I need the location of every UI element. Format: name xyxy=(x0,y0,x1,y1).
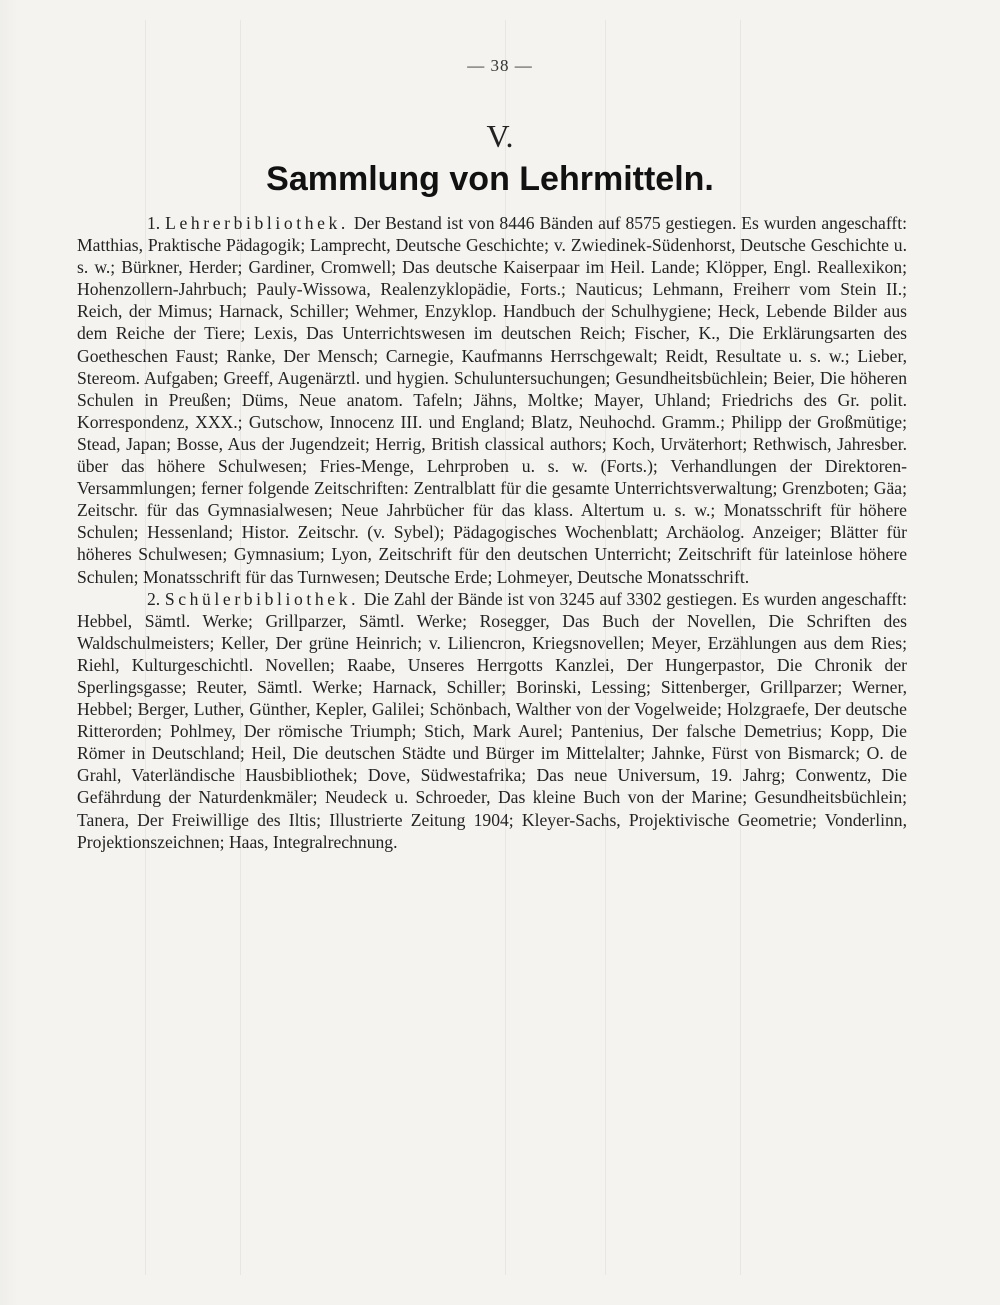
body-text xyxy=(77,212,907,853)
paragraph-heading: Lehrerbibliothek. xyxy=(165,213,349,233)
section-title: Sammlung von Lehrmitteln. xyxy=(266,160,714,198)
paragraph-lehrerbibliothek xyxy=(77,212,907,588)
paragraph-number: 2. xyxy=(147,588,161,609)
paragraph-schuelerbibliothek xyxy=(77,588,907,853)
paragraph-heading: Schülerbibliothek. xyxy=(164,588,360,609)
page-number: — 38 — xyxy=(467,56,533,75)
section-numeral: V. xyxy=(486,118,514,154)
paragraph-text: Die Zahl der Bände ist von 3245 auf 3302 gestiegen. Es wurden angeschafft: Hebbel, Sämtl. Werke; Grillparzer, Sämtl. Werke; Rosegger, Das Buch der Novellen, Die Schriften des Waldschulmeisters; Keller, Der grüne Heinrich; v. Liliencron, Kriegsnovellen; Meyer, Erzählungen aus dem Ries; Riehl, Kulturgeschichtl. Novellen; Raabe, Unseres Herrgotts Kanzlei, Der Hungerpastor, Die Chronik der Sperlingsgasse; Reuter, Sämtl. Werke; Harnack, Schiller; Borinski, Lessing; Sittenberger, Grillparzer; Werner, Hebbel; Berger, Luther, Günther, Kepler, Galilei; Schönbach, Walther von der Vogelweide; Holzgraefe, Der deutsche Ritterorden; Pohlmey, Der römische Triumph; Stich, Mark Aurel; Pantenius, Der falsche Demetrius; Kopp, Die Römer in Deutschland; Heil, Die deutschen Städte und Bürger im Mittelalter; Jahnke, Fürst von Bismarck; O. de Grahl, Vaterländische Hausbibliothek; Dove, Südwestafrika; Das neue Universum, 19. Jahrg; Conwentz, Die Gefährdung der Naturdenkmäler; Neudeck u. Schroeder, Das kleine Buch von der Marine; Gesundheitsbüchlein; Tanera, Der Freiwillige des Iltis; Illustrierte Zeitung 1904; Kleyer-Sachs, Projektivische Geometrie; Vonderlinn, Projektionszeichnen; Haas, Integralrechnung. xyxy=(77,588,907,852)
paragraph-text: Der Bestand ist von 8446 Bänden auf 8575 gestiegen. Es wurden angeschafft: Matthias, Praktische Pädagogik; Lamprecht, Deutsche Geschichte; v. Zwiedinek-Südenhorst, Deutsche Geschichte u. s. w.; Bürkner, Herder; Gardiner, Cromwell; Das deutsche Kaiserpaar im Heil. Lande; Klöpper, Engl. Reallexikon; Hohenzollern-Jahrbuch; Pauly-Wissowa, Realenzyklopädie, Forts.; Nauticus; Lehmann, Freiherr vom Stein II.; Reich, der Mimus; Harnack, Schiller; Wehmer, Enzyklop. Handbuch der Schulhygiene; Heck, Lebende Bilder aus dem Reiche der Tiere; Lexis, Das Unterrichtswesen im deutschen Reich; Fischer, K., Die Erklärungsarten des Goetheschen Faust; Ranke, Der Mensch; Carnegie, Kaufmanns Herrschgewalt; Reidt, Resultate u. s. w.; Lieber, Stereom. Aufgaben; Greeff, Augenärztl. und hygien. Schuluntersuchungen; Gesundheitsbüchlein; Beier, Die höheren Schulen in Preußen; Düms, Neue anatom. Tafeln; Jähns, Moltke; Mayer, Uhland; Friedrichs des Gr. polit. Korrespondenz, XXX.; Gutschow, Innocenz III. und England; Blatz, Neuhochd. Gramm.; Philipp der Großmütige; Stead, Japan; Bosse, Aus der Jugendzeit; Herrig, British classical authors; Koch, Urväterhort; Rethwisch, Jahresber. über das höhere Schulwesen; Fries-Menge, Lehrproben u. s. w. (Forts.); Verhandlungen der Direktoren-Versammlungen; ferner folgende Zeitschriften: Zentralblatt für die gesamte Unterrichtsverwaltung; Grenzboten; Gäa; Zeitschr. für das Gymnasialwesen; Neue Jahrbücher für das klass. Altertum u. s. w.; Monatsschrift für höhere Schulen; Hessenland; Histor. Zeitschr. (v. Sybel); Pädagogisches Wochenblatt; Archäolog. Anzeiger; Blätter für höheres Schulwesen; Gymnasium; Lyon, Zeitschrift für den deutschen Unterricht; Zeitschrift für lateinlose höhere Schulen; Monatsschrift für das Turnwesen; Deutsche Erde; Lohmeyer, Deutsche Monatsschrift. xyxy=(77,213,907,587)
paragraph-number: 1. xyxy=(147,213,161,233)
